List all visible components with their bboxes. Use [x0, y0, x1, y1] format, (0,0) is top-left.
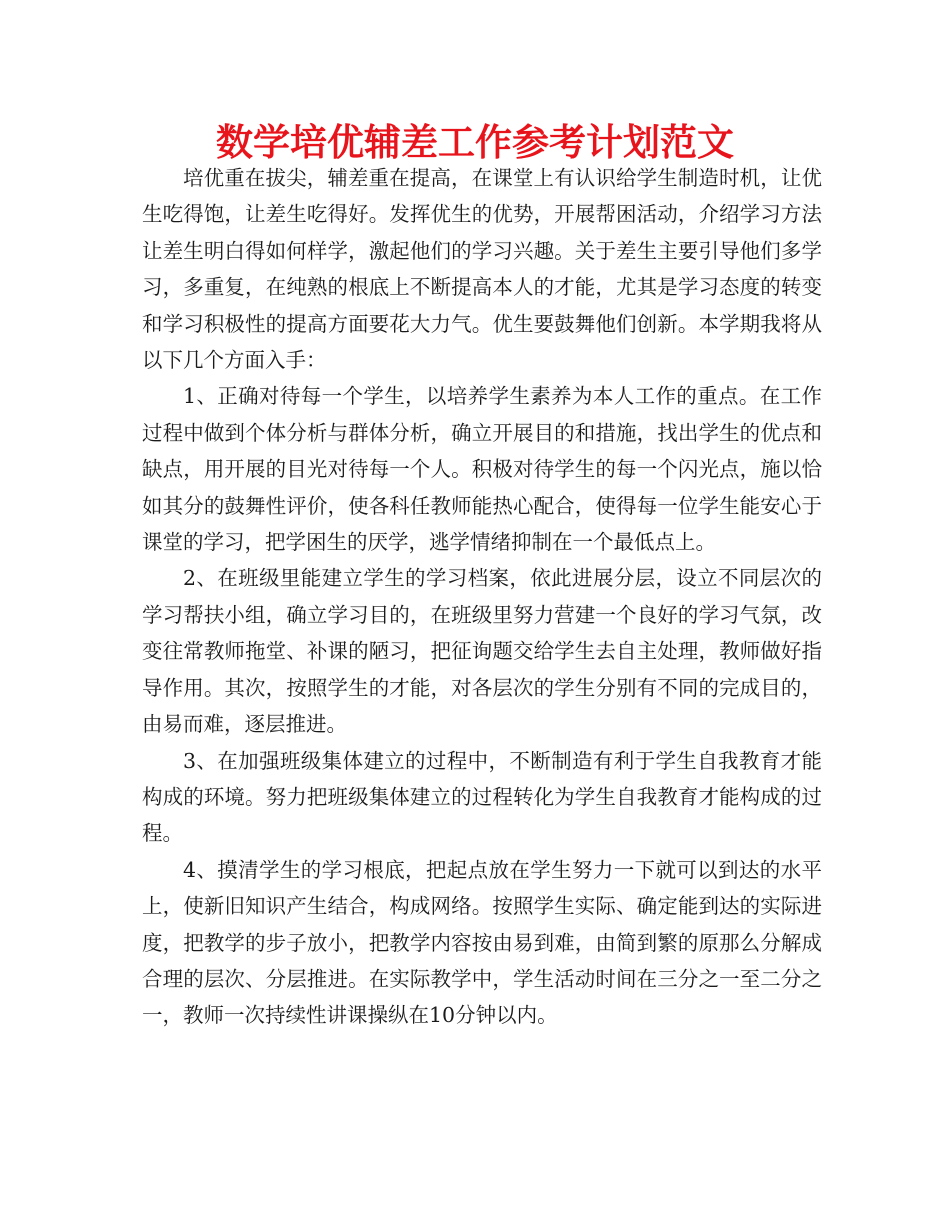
- paragraph-intro: 培优重在拔尖，辅差重在提高，在课堂上有认识给学生制造时机，让优生吃得饱，让差生吃得好。发挥优生的优势，开展帮困活动，介绍学习方法让差生明白得如何样学，激起他们的学习兴趣。关于差生主要引导他们多学习，多重复，在纯熟的根底上不断提高本人的才能，尤其是学习态度的转变和学习积极性的提高方面要花大力气。优生要鼓舞他们创新。本学期我将从以下几个方面入手：: [142, 166, 822, 373]
- paragraph-item-4: 4、摸清学生的学习根底，把起点放在学生努力一下就可以到达的水平上，使新旧知识产生结合，构成网络。按照学生实际、确定能到达的实际进度，把教学的步子放小，把教学内容按由易到难，由简到繁的原那么分解成合理的层次、分层推进。在实际教学中，学生活动时间在三分之一至二分之一，教师一次持续性讲课操纵在10分钟以内。: [142, 857, 822, 1028]
- paragraph-item-1: 1、正确对待每一个学生，以培养学生素养为本人工作的重点。在工作过程中做到个体分析与群体分析，确立开展目的和措施，找出学生的优点和缺点，用开展的目光对待每一个人。积极对待学生的每一个闪光点，施以恰如其分的鼓舞性评价，使各科任教师能热心配合，使得每一位学生能安心于课堂的学习，把学困生的厌学，逃学情绪抑制在一个最低点上。: [142, 384, 822, 555]
- document-body: [142, 160, 822, 1034]
- paragraph-item-3: 3、在加强班级集体建立的过程中，不断制造有利于学生自我教育才能构成的环境。努力把班级集体建立的过程转化为学生自我教育才能构成的过程。: [142, 748, 822, 846]
- document-title: 数学培优辅差工作参考计划范文: [216, 121, 734, 164]
- paragraph-item-2: 2、在班级里能建立学生的学习档案，依此进展分层，设立不同层次的学习帮扶小组，确立学习目的，在班级里努力营建一个良好的学习气氛，改变往常教师拖堂、补课的陋习，把征询题交给学生去自主处理，教师做好指导作用。其次，按照学生的才能，对各层次的学生分别有不同的完成目的，由易而难，逐层推进。: [142, 566, 822, 737]
